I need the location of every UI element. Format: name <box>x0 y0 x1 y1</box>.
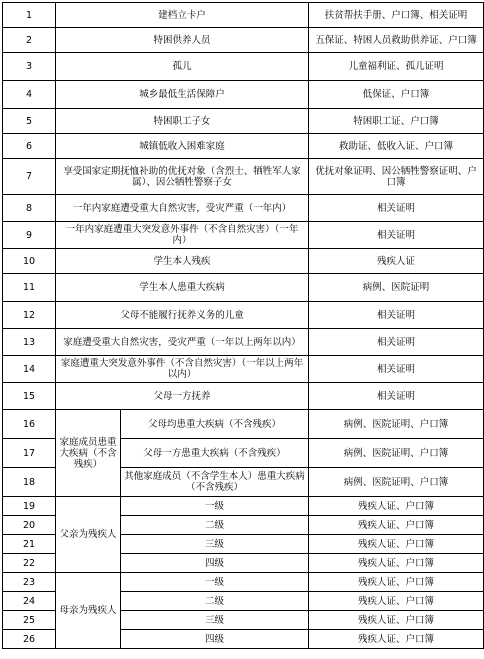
table-row <box>3 329 484 356</box>
row-number: 18 <box>3 468 56 497</box>
row-number: 17 <box>3 439 56 468</box>
row-number: 13 <box>3 329 56 356</box>
table-row <box>3 81 484 109</box>
row-number: 21 <box>3 535 56 554</box>
row-certificate: 残疾人证、户口簿 <box>309 554 484 573</box>
row-item: 二级 <box>121 516 309 535</box>
row-item: 一年内家庭遭重大突发意外事件（不含自然灾害）（一年内） <box>56 222 309 249</box>
row-number: 20 <box>3 516 56 535</box>
row-number: 23 <box>3 573 56 592</box>
row-certificate: 相关证明 <box>309 356 484 383</box>
row-certificate: 病例、医院证明、户口簿 <box>309 410 484 439</box>
table-row <box>3 410 484 439</box>
row-certificate: 残疾人证、户口簿 <box>309 630 484 649</box>
row-item: 四级 <box>121 630 309 649</box>
row-item: 特困供养人员 <box>56 28 309 53</box>
row-certificate: 残疾人证、户口簿 <box>309 497 484 516</box>
eligibility-table <box>2 2 484 649</box>
row-number: 11 <box>3 274 56 302</box>
row-item: 一年内家庭遭受重大自然灾害，受灾严重（一年内） <box>56 195 309 222</box>
row-number: 7 <box>3 159 56 195</box>
row-item: 三级 <box>121 611 309 630</box>
row-item: 其他家庭成员（不含学生本人）患重大疾病（不含残疾） <box>121 468 309 497</box>
row-certificate: 相关证明 <box>309 383 484 410</box>
category-father-disabled: 父亲为残疾人 <box>56 497 121 573</box>
row-item: 二级 <box>121 592 309 611</box>
row-certificate: 儿童福利证、孤儿证明 <box>309 53 484 81</box>
table-row <box>3 356 484 383</box>
row-certificate: 病例、医院证明 <box>309 274 484 302</box>
row-number: 22 <box>3 554 56 573</box>
row-certificate: 残疾人证、户口簿 <box>309 535 484 554</box>
row-certificate: 相关证明 <box>309 222 484 249</box>
row-certificate: 病例、医院证明、户口簿 <box>309 468 484 497</box>
table-row <box>3 195 484 222</box>
row-certificate: 残疾人证、户口簿 <box>309 592 484 611</box>
row-number: 19 <box>3 497 56 516</box>
row-certificate: 相关证明 <box>309 195 484 222</box>
table-row <box>3 573 484 592</box>
category-family-illness: 家庭成员患重大疾病（不含残疾） <box>56 410 121 497</box>
table-row <box>3 274 484 302</box>
row-item: 父母一方患重大疾病（不含残疾） <box>121 439 309 468</box>
row-certificate: 残疾人证、户口簿 <box>309 611 484 630</box>
row-number: 12 <box>3 302 56 329</box>
row-number: 15 <box>3 383 56 410</box>
table-row <box>3 53 484 81</box>
row-item: 一级 <box>121 573 309 592</box>
row-certificate: 低保证、户口簿 <box>309 81 484 109</box>
row-certificate: 残疾人证 <box>309 249 484 274</box>
row-number: 25 <box>3 611 56 630</box>
row-item: 三级 <box>121 535 309 554</box>
row-number: 4 <box>3 81 56 109</box>
row-item: 城乡最低生活保障户 <box>56 81 309 109</box>
row-certificate: 五保证、特困人员救助供养证、户口簿 <box>309 28 484 53</box>
row-number: 3 <box>3 53 56 81</box>
table-row <box>3 302 484 329</box>
row-certificate: 残疾人证、户口簿 <box>309 573 484 592</box>
row-certificate: 残疾人证、户口簿 <box>309 516 484 535</box>
table-row <box>3 222 484 249</box>
table-row <box>3 159 484 195</box>
row-item: 城镇低收入困难家庭 <box>56 134 309 159</box>
table-row <box>3 249 484 274</box>
row-item: 学生本人患重大疾病 <box>56 274 309 302</box>
row-certificate: 特困职工证、户口簿 <box>309 109 484 134</box>
row-item: 建档立卡户 <box>56 3 309 28</box>
row-certificate: 优抚对象证明、因公牺牲警察证明、户口簿 <box>309 159 484 195</box>
table-row <box>3 3 484 28</box>
row-item: 一级 <box>121 497 309 516</box>
row-item: 父母均患重大疾病（不含残疾） <box>121 410 309 439</box>
row-item: 孤儿 <box>56 53 309 81</box>
row-item: 父母一方抚养 <box>56 383 309 410</box>
row-number: 1 <box>3 3 56 28</box>
row-certificate: 救助证、低收入证、户口簿 <box>309 134 484 159</box>
row-number: 14 <box>3 356 56 383</box>
table-row <box>3 497 484 516</box>
row-number: 9 <box>3 222 56 249</box>
row-certificate: 相关证明 <box>309 329 484 356</box>
row-certificate: 相关证明 <box>309 302 484 329</box>
row-number: 24 <box>3 592 56 611</box>
table-row <box>3 134 484 159</box>
table-row <box>3 28 484 53</box>
row-number: 5 <box>3 109 56 134</box>
row-item: 学生本人残疾 <box>56 249 309 274</box>
row-number: 10 <box>3 249 56 274</box>
row-certificate: 扶贫帮扶手册、户口簿、相关证明 <box>309 3 484 28</box>
table-row <box>3 109 484 134</box>
row-number: 16 <box>3 410 56 439</box>
row-item: 家庭遭受重大自然灾害，受灾严重（一年以上两年以内） <box>56 329 309 356</box>
row-number: 8 <box>3 195 56 222</box>
row-number: 6 <box>3 134 56 159</box>
table-row <box>3 383 484 410</box>
row-number: 2 <box>3 28 56 53</box>
row-item: 父母不能履行抚养义务的儿童 <box>56 302 309 329</box>
row-item: 四级 <box>121 554 309 573</box>
row-item: 享受国家定期抚恤补助的优抚对象（含烈士、牺牲军人家属）、因公牺牲警察子女 <box>56 159 309 195</box>
category-mother-disabled: 母亲为残疾人 <box>56 573 121 649</box>
row-certificate: 病例、医院证明、户口簿 <box>309 439 484 468</box>
row-number: 26 <box>3 630 56 649</box>
row-item: 家庭遭重大突发意外事件（不含自然灾害）（一年以上两年以内） <box>56 356 309 383</box>
row-item: 特困职工子女 <box>56 109 309 134</box>
